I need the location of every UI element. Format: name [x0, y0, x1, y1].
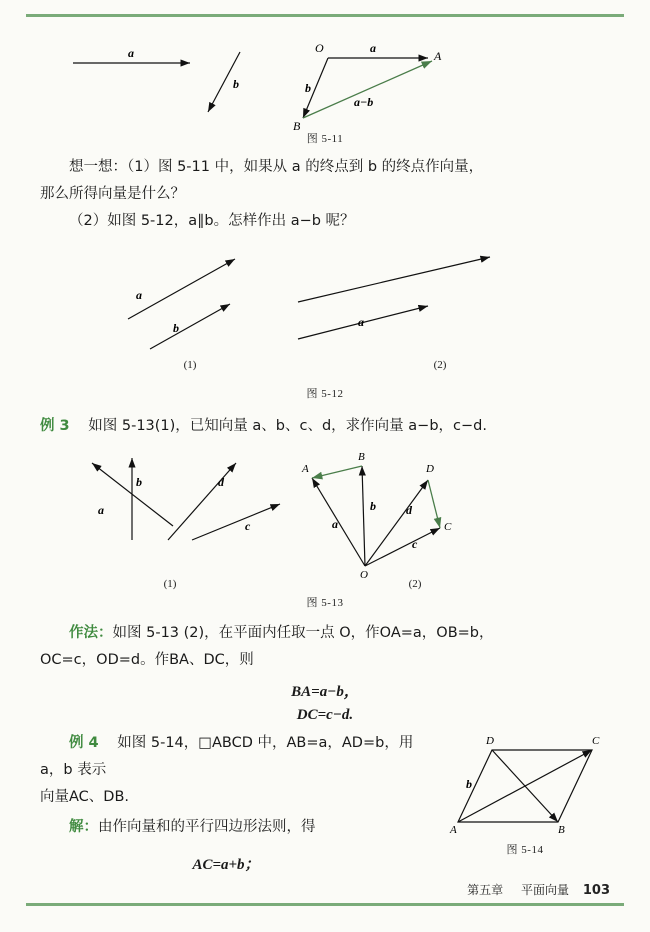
example-3-line: [40, 413, 610, 440]
figure-5-13-drawing: [40, 448, 610, 578]
svg-text:B: B: [558, 823, 565, 835]
svg-text:a: a: [136, 288, 142, 303]
svg-text:b: b: [173, 321, 179, 336]
svg-text:O: O: [315, 41, 324, 55]
figure-5-11: [40, 30, 610, 146]
footer-chapter: 第五章: [467, 883, 504, 897]
page-content: [40, 30, 610, 872]
page-number: 103: [582, 883, 610, 898]
example-3-label: 例 3: [40, 418, 70, 435]
think-paragraph-line1: 想一想：（1）图 5-11 中，如果从 a 的终点到 b 的终点作向量，: [69, 159, 484, 175]
equation-ba: BA=a−b，: [291, 683, 359, 700]
figure-5-12-sub1: (1): [183, 359, 197, 372]
figure-5-13-sublabels: [40, 578, 610, 590]
equation-dc: DC=c−d.: [296, 706, 354, 723]
think-paragraph-line3: （2）如图 5-12，a∥b。怎样作出 a−b 呢？: [69, 212, 355, 229]
figure-5-11-caption: 图 5-11: [306, 133, 344, 145]
svg-text:B: B: [293, 119, 301, 130]
svg-text:a: a: [358, 315, 364, 330]
svg-text:C: C: [592, 734, 600, 747]
svg-text:B: B: [358, 451, 365, 464]
solution-text: 由作向量和的平行四边形法则，得: [98, 819, 316, 836]
figure-5-12-sub2: (2): [433, 359, 447, 372]
top-rule: [26, 14, 624, 17]
figure-5-14-caption: 图 5-14: [506, 843, 544, 856]
method-line-2: OC=c，OD=d。作BA、DC，则: [40, 652, 254, 669]
bottom-rule: [26, 903, 624, 906]
svg-text:d: d: [406, 503, 412, 518]
svg-text:d: d: [218, 475, 224, 490]
page-footer: [467, 881, 610, 898]
figure-5-13-sub1: (1): [163, 578, 177, 591]
figure-5-11-drawing: [40, 30, 610, 130]
svg-text:b: b: [370, 499, 376, 514]
method-label: 作法：: [69, 625, 113, 642]
figure-5-14: [440, 730, 610, 857]
method-text-1: 如图 5-13 (2)，在平面内任取一点 O，作OA=a，OB=b，: [112, 625, 494, 642]
svg-text:D: D: [426, 463, 434, 476]
svg-text:c: c: [245, 519, 251, 534]
figure-5-12-caption: 图 5-12: [306, 388, 344, 401]
think-paragraph-line2: 那么所得向量是什么？: [40, 185, 185, 202]
svg-text:a: a: [128, 46, 134, 60]
example-4-text-2: 向量AC、DB.: [40, 788, 130, 805]
svg-text:O: O: [360, 569, 368, 579]
figure-5-12-sublabels: [40, 359, 610, 371]
svg-text:D: D: [486, 734, 494, 747]
svg-text:b: b: [305, 81, 311, 95]
example-4-line: [40, 730, 432, 784]
svg-text:A: A: [434, 49, 442, 63]
svg-text:a: a: [332, 517, 338, 532]
figure-5-12: [40, 244, 610, 401]
equation-ac: AC=a+b；: [192, 857, 260, 874]
svg-text:A: A: [302, 463, 309, 476]
svg-text:c: c: [412, 537, 418, 552]
solution-label: 解：: [69, 819, 98, 836]
method-line-1: [40, 620, 610, 647]
svg-text:b: b: [136, 475, 142, 490]
svg-text:C: C: [444, 521, 452, 534]
svg-text:b: b: [466, 776, 472, 791]
figure-5-14-drawing: [440, 730, 610, 835]
svg-text:A: A: [450, 823, 457, 835]
svg-text:b: b: [233, 77, 239, 91]
example-4-text-1: 如图 5-14，□ABCD 中，AB=a，AD=b，用 a，b 表示: [40, 734, 414, 778]
example-3-text: 如图 5-13(1)，已知向量 a、b、c、d，求作向量 a−b，c−d.: [88, 418, 487, 435]
solution-line: [40, 814, 432, 841]
svg-text:a: a: [370, 41, 376, 55]
svg-text:a: a: [98, 503, 104, 518]
figure-5-13-sub2: (2): [408, 578, 422, 591]
figure-5-13: [40, 448, 610, 610]
example-4-label: 例 4: [69, 734, 99, 751]
svg-text:a−b: a−b: [354, 95, 374, 109]
figure-5-12-drawing: [40, 244, 610, 359]
figure-5-13-caption: 图 5-13: [306, 597, 344, 610]
footer-title: 平面向量: [521, 883, 570, 897]
